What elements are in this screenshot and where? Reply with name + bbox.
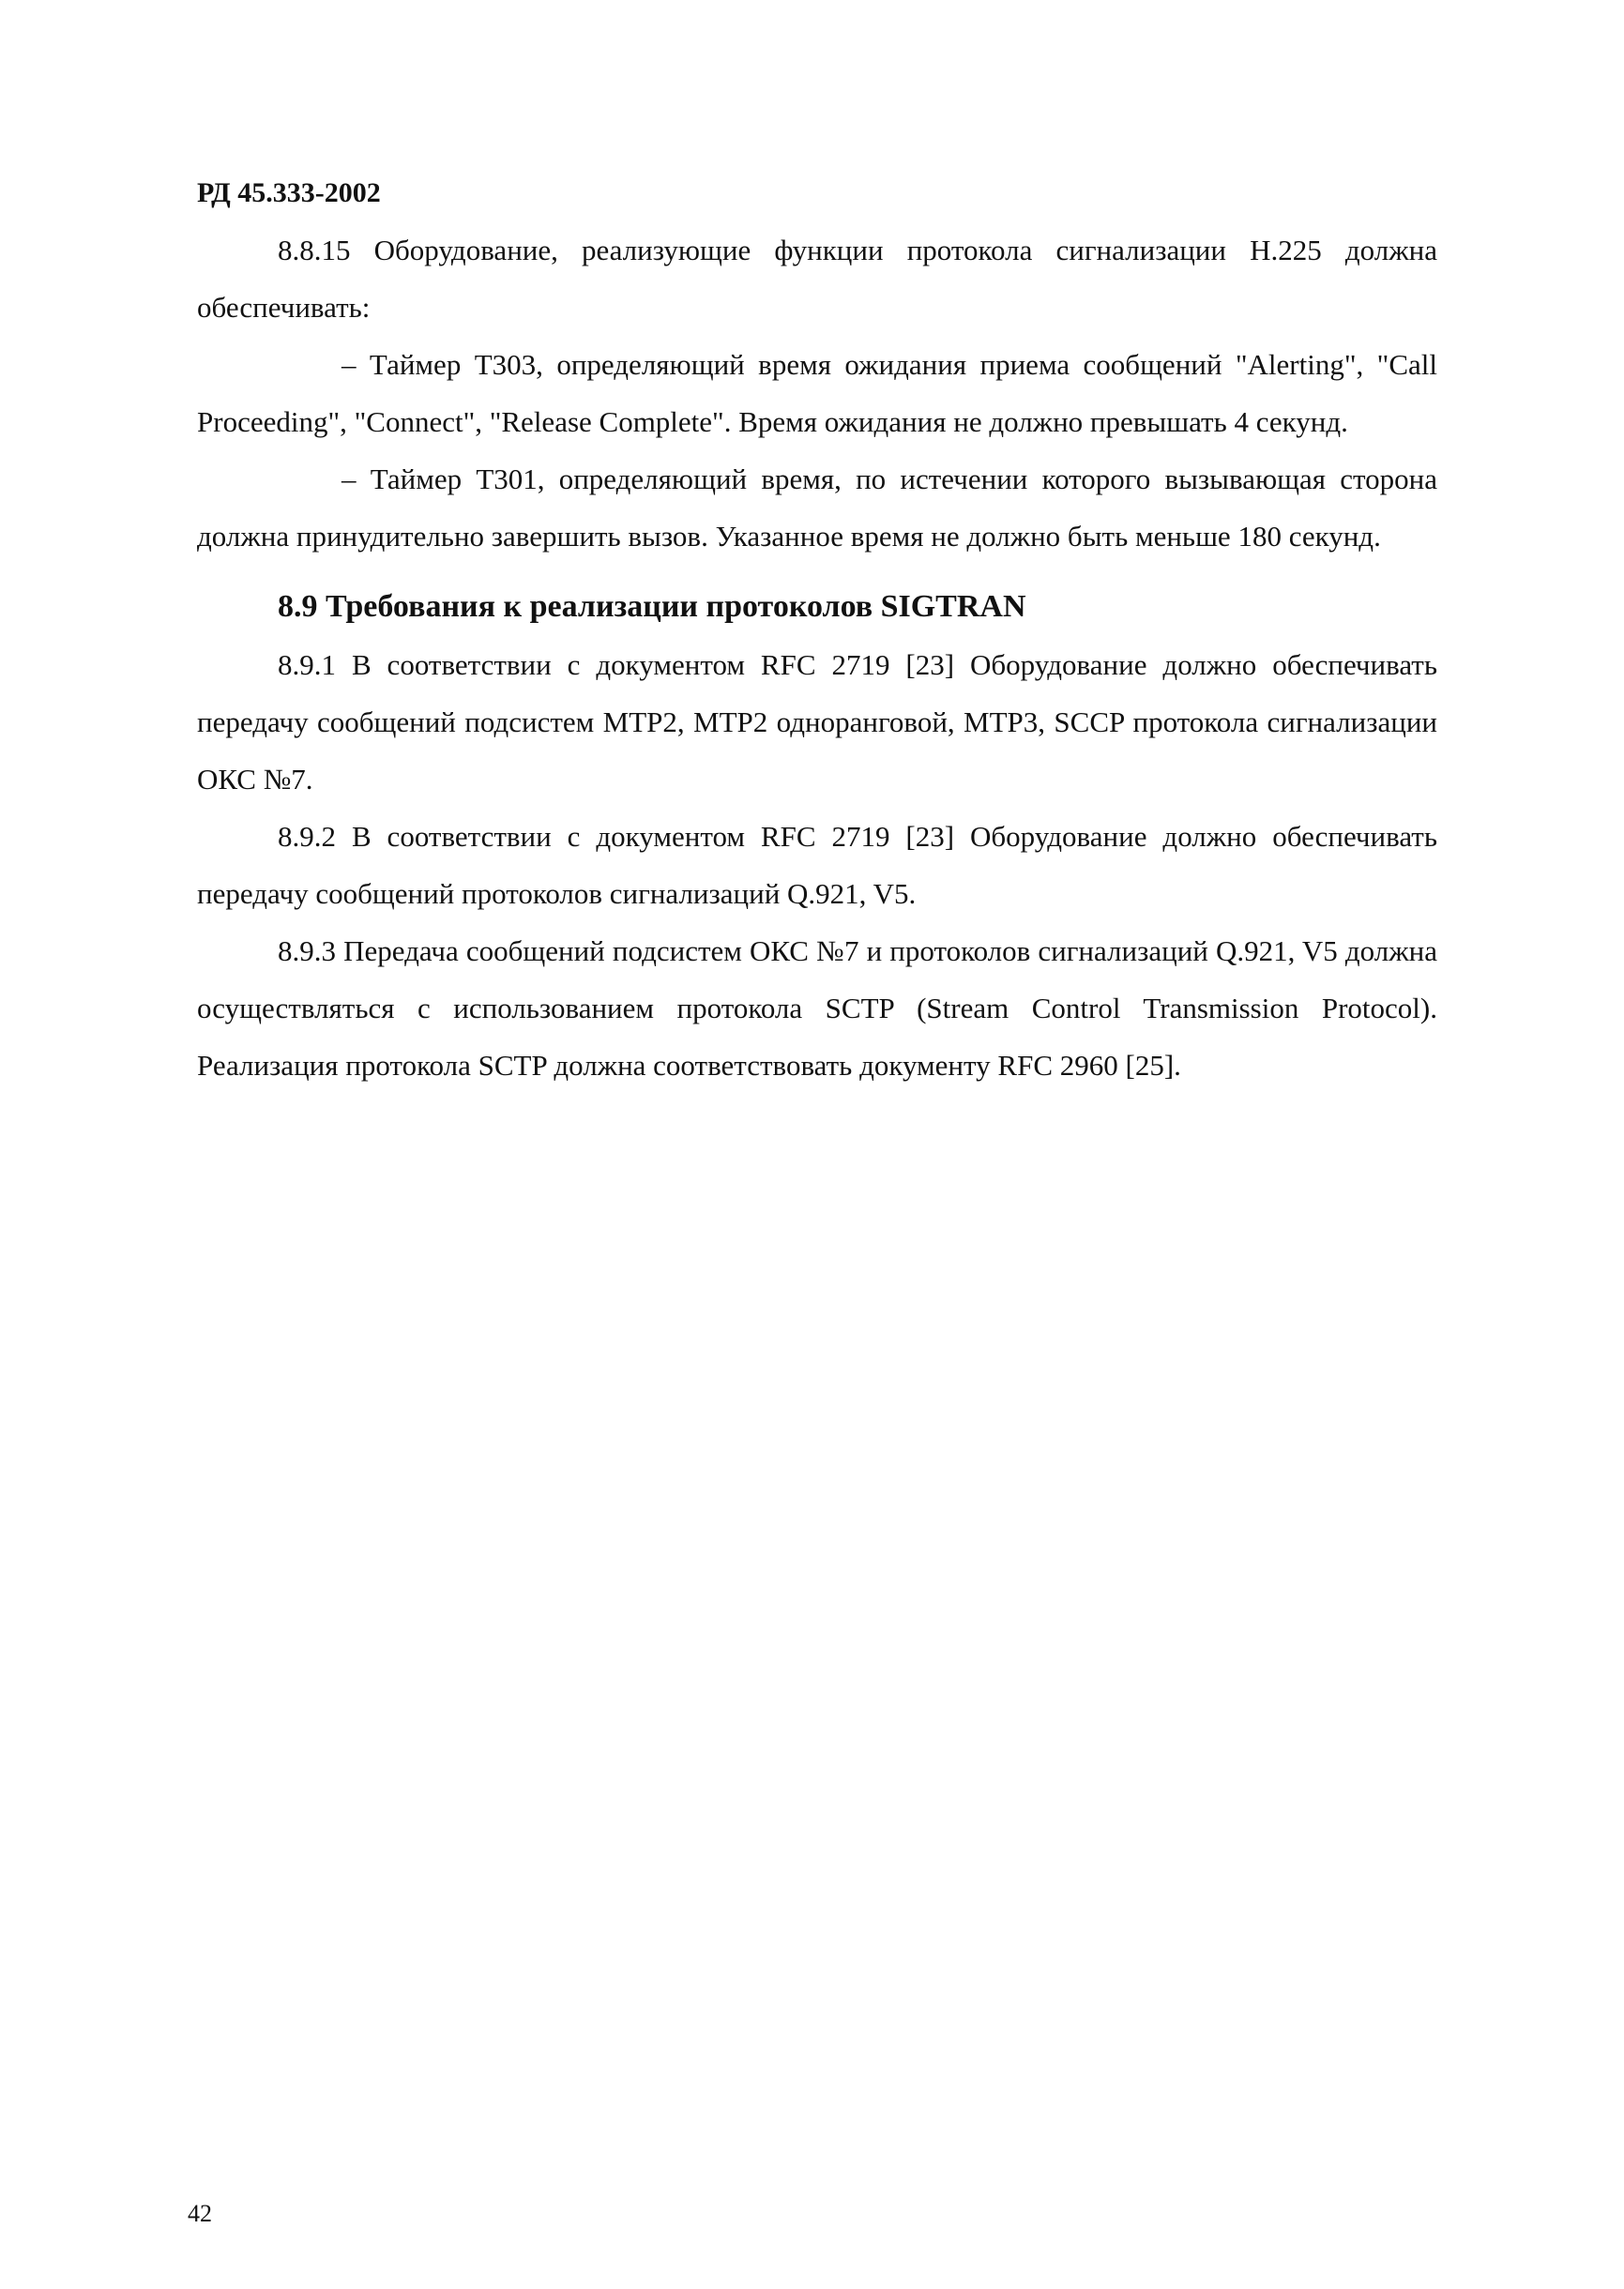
list-item-timer-t303: – Таймер Т303, определяющий время ожидания приема сообщений "Alerting", "Call Proceeding", "Connect", "Release Complete". Время ожидания не должно превышать 4 секунд.: [197, 348, 1437, 438]
paragraph-8-9-2: 8.9.2 В соответствии с документом RFC 2719 [23] Оборудование должно обеспечивать передачу сообщений протоколов сигнализаций Q.921, V5.: [197, 820, 1437, 910]
paragraph-8-8-15: 8.8.15 Оборудование, реализующие функции протокола сигнализации H.225 должна обеспечивать:: [197, 234, 1437, 324]
list-item-timer-t301: – Таймер Т301, определяющий время, по истечении которого вызывающая сторона должна принудительно завершить вызов. Указанное время не должно быть меньше 180 секунд.: [197, 462, 1437, 553]
document-code: РД 45.333-2002: [197, 177, 381, 208]
paragraph-8-9-1: 8.9.1 В соответствии с документом RFC 2719 [23] Оборудование должно обеспечивать передачу сообщений подсистем MTP2, MTP2 одноранговой, MTP3, SCCP протокола сигнализации ОКС №7.: [197, 648, 1437, 796]
section-heading-8-9: 8.9 Требования к реализации протоколов SIGTRAN: [278, 589, 1026, 624]
page-content: [197, 165, 1437, 1094]
paragraph-8-9-3: 8.9.3 Передача сообщений подсистем ОКС №7 и протоколов сигнализаций Q.921, V5 должна осуществляться с использованием протокола SCTP (Stream Control Transmission Protocol). Реализация протокола SCTP должна соответствовать документу RFC 2960 [25].: [197, 934, 1437, 1082]
page-number: 42: [188, 2200, 212, 2227]
